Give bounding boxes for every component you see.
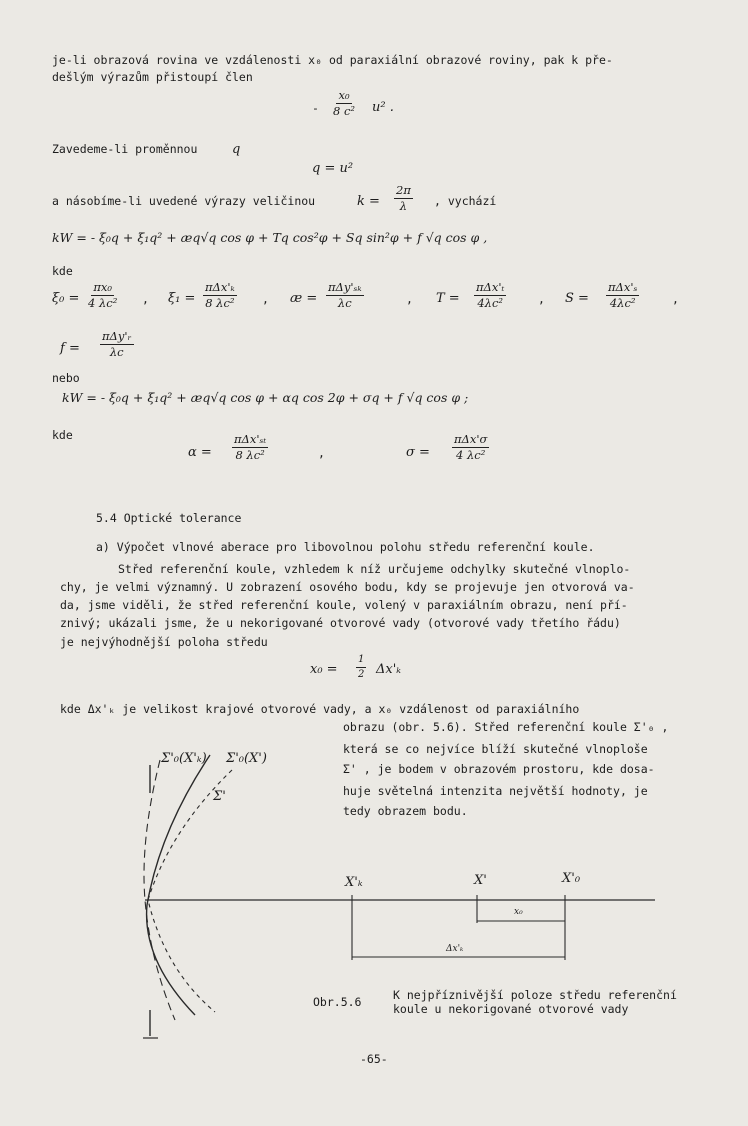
eq3-denominator: 2	[358, 668, 365, 680]
term-minus: -	[312, 101, 319, 115]
kde-label-1: kde	[52, 264, 73, 278]
para2-line-2: která se co nejvíce blíží skutečné vlnoploše	[343, 742, 648, 756]
eq3-lhs: x₀ =	[310, 662, 338, 677]
sigma0-x-dashed-curve	[148, 770, 232, 1012]
para1-line-3: da, jsme viděli, že střed referenční koule, volený v paraxiálním obrazu, není pří-	[60, 598, 628, 612]
term-numerator: x₀	[336, 89, 351, 104]
sigma-numerator: πΔx'σ	[452, 433, 489, 448]
section-heading: 5.4 Optické tolerance	[96, 511, 242, 525]
T-numerator: πΔx'ₜ	[474, 281, 506, 296]
para1-line-5: je nejvýhodnější poloha středu	[60, 635, 268, 649]
para2-line-5: tedy obrazem bodu.	[343, 804, 468, 818]
sigma-denominator: 4 λc²	[456, 448, 486, 463]
f-lhs: f =	[60, 341, 80, 356]
S-numerator: πΔx'ₛ	[606, 281, 639, 296]
para1-line-2: chy, je velmi významný. U zobrazení osového bodu, kdy se projevuje jen otvorová va-	[60, 580, 635, 594]
reference-sphere-curve	[147, 755, 210, 1015]
comma-6: ,	[318, 446, 325, 460]
label-x0: X'₀	[562, 871, 581, 886]
term-tail: u² .	[372, 100, 394, 115]
label-sigma0-xk: Σ'₀(X'ₖ)	[161, 751, 207, 766]
para2-line-3: Σ' , je bodem v obrazovém prostoru, kde dosa-	[343, 762, 655, 776]
substitution-equation: q = u²	[312, 161, 354, 176]
para1-line-4: znivý; ukázali jsme, že u nekorigované otvorové vady (otvorové vady třetího řádu)	[60, 616, 621, 630]
multiplication-text: a násobíme-li uvedené výrazy veličinou	[52, 194, 316, 208]
caption-line-1: K nejpříznivější poloze středu referenční	[393, 988, 677, 1002]
alpha-denominator: 8 λc²	[235, 448, 265, 463]
wavefront-dashed-curve	[144, 760, 175, 1020]
term-denominator: 8 c²	[333, 104, 356, 119]
T-denominator: 4λc²	[477, 296, 503, 311]
comma-3: ,	[406, 292, 413, 306]
kde-line-3: kde Δx'ₖ je velikost krajové otvorové vady, a x₀ vzdálenost od paraxiálního	[60, 702, 580, 716]
xi0-lhs: ξ₀ =	[52, 291, 80, 306]
kde-label-2: kde	[52, 428, 73, 442]
label-dim-dxk: Δx'ₖ	[446, 944, 464, 954]
multiplication-tail: , vychází	[434, 194, 497, 208]
alpha-numerator: πΔx'ₛₜ	[232, 433, 268, 448]
nebo-label: nebo	[52, 371, 80, 385]
comma-2: ,	[262, 292, 269, 306]
S-denominator: 4λc²	[609, 296, 636, 311]
f-denominator: λc	[109, 345, 124, 360]
f-numerator: πΔy'ᵣ	[100, 330, 134, 345]
header-line-2: dešlým výrazům přistoupí člen	[52, 70, 253, 84]
para2-line-4: huje světelná intenzita největší hodnoty, je	[343, 784, 648, 798]
equation-1: kW = - ξ₀q + ξ₁q² + æq√q cos φ + Tq cos²φ + Sq sin²φ + f √q cos φ ,	[52, 230, 488, 245]
label-dim-x0: x₀	[514, 907, 523, 917]
k-definition-lhs: k =	[357, 194, 380, 209]
subsection-a: a) Výpočet vlnové aberace pro libovolnou polohu středu referenční koule.	[96, 540, 595, 554]
xi0-denominator: 4 λc²	[88, 296, 118, 311]
eq3-tail: Δx'ₖ	[376, 662, 402, 677]
substitution-text: Zavedeme-li proměnnou	[52, 142, 198, 156]
label-xk: X'ₖ	[345, 875, 363, 890]
xi1-denominator: 8 λc²	[205, 296, 235, 311]
caption-line-2: koule u nekorigované otvorové vady	[393, 1002, 629, 1016]
comma-5: ,	[672, 292, 679, 306]
alpha-lhs: α =	[188, 445, 212, 460]
label-x: X'	[474, 873, 487, 888]
para1-line-1: Střed referenční koule, vzhledem k níž určujeme odchylky skutečné vlnoplo-	[118, 562, 631, 576]
k-numerator: 2π	[394, 184, 413, 199]
S-lhs: S =	[565, 291, 589, 306]
substitution-variable: q	[232, 142, 241, 157]
ae-numerator: πΔy'ₛₖ	[326, 281, 364, 296]
xi1-numerator: πΔx'ₖ	[203, 281, 237, 296]
caption-label: Obr.5.6	[313, 995, 362, 1009]
xi1-lhs: ξ₁ =	[168, 291, 196, 306]
comma-1: ,	[142, 292, 149, 306]
comma-4: ,	[538, 292, 545, 306]
xi0-numerator: πx₀	[91, 281, 114, 296]
ae-denominator: λc	[337, 296, 352, 311]
page-number: -65-	[360, 1052, 388, 1066]
header-line-1: je-li obrazová rovina ve vzdálenosti x₀ od paraxiální obrazové roviny, pak k pře-	[52, 53, 613, 67]
eq3-numerator: 1	[356, 654, 366, 668]
label-sigma0-x: Σ'₀(X')	[226, 751, 267, 766]
ae-lhs: æ =	[290, 291, 318, 306]
equation-2: kW = - ξ₀q + ξ₁q² + æq√q cos φ + αq cos 2φ + σq + f √q cos φ ;	[62, 390, 469, 405]
label-sigma: Σ'	[213, 789, 226, 804]
T-lhs: T =	[436, 291, 460, 306]
k-denominator: λ	[399, 199, 408, 214]
para2-line-1: obrazu (obr. 5.6). Střed referenční koule Σ'₀ ,	[343, 720, 669, 734]
sigma-lhs: σ =	[406, 445, 430, 460]
